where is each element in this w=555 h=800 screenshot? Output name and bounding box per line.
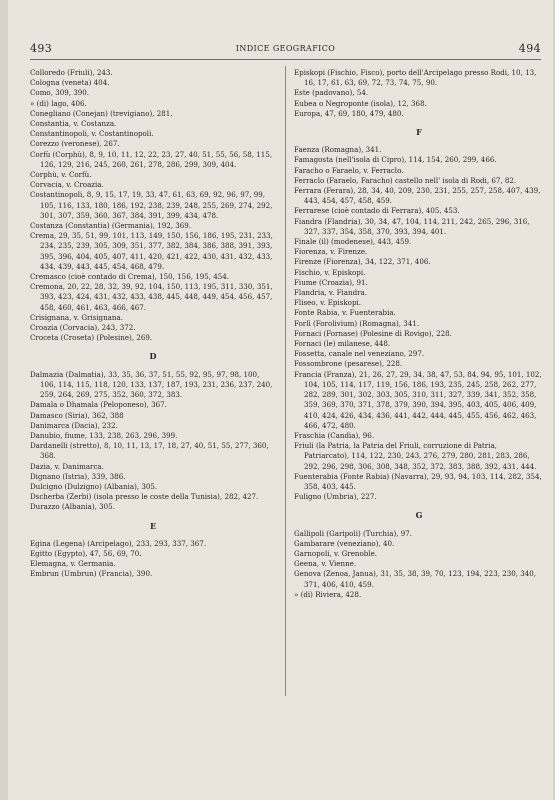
index-entry: Fischio, v. Episkopi. (294, 267, 366, 277)
index-entry: Europa, 47, 69, 180, 479, 480. (294, 108, 404, 118)
index-entry: Fossombrone (pesarese), 228. (294, 359, 403, 369)
index-entry: Croazia (Corvacia), 243, 372. (30, 323, 136, 333)
running-header (30, 44, 541, 58)
index-entry: Corphù, v. Corfù. (30, 170, 92, 180)
index-entry: » (di) lago, 406. (30, 98, 87, 108)
section-letter: E (149, 520, 157, 531)
index-entry: Durazzo (Albania), 305. (30, 502, 115, 512)
index-entry: Fraschia (Candia), 96. (294, 430, 375, 440)
page-title: INDICE GEOGRAFICO (235, 44, 336, 53)
index-entry: Fliseo, v. Episkopi. (294, 298, 362, 308)
index-entry: Cremona, 20, 22, 28, 32, 39, 92, 104, 150, 113, 195, 311, 330, 351, 393, 423, 424, 431, 432, 433, 438, 445, 448, 449, 454, 456, 457, 458, 460, 461, 463, 466, 467. (30, 282, 273, 312)
index-entry: Cologna (veneta) 404. (30, 78, 110, 88)
index-entry: Finale (il) (modenese), 443, 459. (294, 237, 412, 247)
index-entry: Episkopi (Fischio, Fisco), porto dell'Arcipelago presso Rodi, 10, 13, 16, 17, 61, 63, 69, 72, 73, 74, 75, 90. (294, 68, 537, 88)
index-entry: Francia (Franza), 21, 26, 27, 29, 34, 38, 47, 53, 84, 94, 95, 101, 102, 104, 105, 114, 117, 119, 156, 186, 193, 235, 245, 258, 262, 277, 282, 289, 301, 302, 303, 305, 310, 311, 327, 339, 341, 352, 358, 359, 369, 370, 371, 378, 379, 390, 394, 395, 403, 405, 406, 409, 410, 424, 426, 434, 436, 441, 442, 444, 445, 455, 456, 462, 463, 466, 472, 480. (294, 369, 542, 430)
index-entry: Faenza (Romagna), 341. (294, 145, 382, 155)
index-entry: Constantinopoli, v. Costantinopoli. (30, 129, 154, 139)
index-entry: Dalmazia (Dalmatia), 33, 35, 36, 37, 51, 55, 92, 95, 97, 98, 100, 106, 114, 115, 118, 120, 133, 137, 187, 193, 231, 236, 237, 240, 259, 264, 269, 275, 352, 360, 372, 383. (30, 369, 273, 400)
index-entry: Este (padovano), 54. (294, 88, 369, 98)
index-column-right (294, 68, 544, 600)
index-entry: Colloredo (Friuli), 243. (30, 68, 113, 77)
index-entry: Dscherba (Zerbi) (isola presso le coste della Tunisia), 282, 427. (30, 492, 259, 502)
index-entry: Embrun (Umbrun) (Francia), 390. (30, 569, 153, 579)
index-entry: Dignano (Istria), 339, 386. (30, 471, 126, 481)
index-entry: Costanza (Constantia) (Germania), 192, 369. (30, 221, 192, 231)
index-entry: Faracho o Faraelo, v. Ferraclo. (294, 165, 404, 175)
index-entry: Danubio, fiume, 133, 238, 263, 296, 399. (30, 430, 178, 440)
index-entry: Flandria, v. Fiandra. (294, 288, 368, 298)
index-entry: Damala o Dhamala (Peloponeso), 367. (30, 400, 167, 410)
page-number-right: 494 (518, 42, 541, 55)
index-entry: Costantinopoli, 8, 9, 15, 17, 19, 33, 47, 61, 63, 69, 92, 96, 97, 99, 105, 116, 133, 180, 186, 192, 238, 239, 248, 255, 269, 274, 292, 301, 307, 359, 360, 367, 384, 391, 399, 434, 478. (30, 190, 273, 220)
index-entry: Famagosta (nell'isola di Cipro), 114, 154, 260, 299, 466. (294, 155, 497, 165)
page-number-left: 493 (30, 42, 53, 55)
index-entry: Dardanelli (stretto), 8, 10, 11, 13, 17, 18, 27, 40, 51, 55, 277, 360, 368. (30, 441, 269, 461)
index-entry: Fossetta, canale nel veneziano, 297. (294, 349, 425, 359)
index-entry: Elemagna, v. Germania. (30, 559, 116, 569)
column-divider (285, 66, 286, 696)
index-entry: Friuli (la Patria, la Patria del Friuli, corruzione di Patria, Patriarcato), 114, 122, 230, 243, 276, 279, 280, 281, 283, 286, 292, 296, 298, 306, 308, 348, 352, 372, 383, 388, 392, 431, 444. (294, 441, 537, 471)
index-entry: Fiume (Croazia), 91. (294, 277, 368, 287)
index-entry: Fornaci (Fornase) (Polesine di Rovigo), 228. (294, 328, 452, 338)
index-entry: Egina (Legena) (Arcipelago), 233, 293, 337, 367. (30, 538, 207, 548)
index-entry: Corfù (Corphù), 8, 9, 10, 11, 12, 22, 23, 27, 40, 51, 55, 56, 58, 115, 126, 129, 216, 245, 260, 261, 278, 286, 299, 309, 404. (30, 149, 273, 169)
index-entry: Ferraclo (Faraelo, Faracho) castello nell' isola di Rodi, 67, 82. (294, 175, 517, 185)
index-entry: Dazia, v. Danimarca. (30, 461, 104, 471)
index-entry: Crisignana, v. Grisignana. (30, 312, 123, 322)
index-entry: Corezzo (veronese), 267. (30, 139, 120, 149)
index-entry: Corvacia, v. Croazia. (30, 180, 104, 190)
index-entry: Egitto (Egypto), 47, 56, 69, 70. (30, 548, 142, 558)
index-entry: Conegliano (Conejan) (trevigiano), 281. (30, 108, 173, 118)
index-entry: Fuligno (Umbria), 227. (294, 492, 377, 502)
index-column-left (30, 68, 276, 580)
section-letter: G (415, 510, 423, 521)
section-letter: D (149, 351, 157, 362)
index-entry: Danimarca (Dacia), 232. (30, 420, 118, 430)
section-letter: F (416, 127, 422, 138)
index-entry: Forlì (Forolivium) (Romagna), 341. (294, 318, 420, 328)
index-entry: Ferrarese (cioè contado di Ferrara), 405, 453. (294, 206, 460, 216)
index-entry: Como, 309, 390. (30, 88, 90, 98)
index-entry: Constantia, v. Costanza. (30, 119, 117, 129)
book-page (8, 0, 553, 800)
index-entry: Croceta (Croseta) (Polesine), 269. (30, 333, 153, 343)
index-entry: Firenze (Fiorenza), 34, 122, 371, 406. (294, 257, 431, 267)
index-entry: Garnopoli, v. Grenoble. (294, 548, 378, 558)
index-entry: Fiorenza, v. Firenze. (294, 247, 368, 257)
index-entry: Fuenterabia (Fonte Rabia) (Navarra), 29, 93, 94, 103, 114, 282, 354, 358, 403, 445. (294, 471, 542, 491)
index-entry: Crema, 29, 35, 51, 99, 101, 113, 149, 150, 156, 186, 195, 231, 233, 234, 235, 239, 305, 309, 351, 377, 382, 384, 386, 388, 391, 393, 395, 396, 404, 405, 407, 411, 420, 421, 422, 430, 431, 432, 433, 434, 439, 443, 445, 454, 468, 479. (30, 231, 273, 271)
index-entry: Gallipoli (Garipoli) (Turchia), 97. (294, 528, 413, 538)
index-entry: Ferrara (Ferara), 28, 34, 40, 209, 230, 231, 255, 257, 258, 407, 439, 443, 454, 457, 458, 459. (294, 186, 541, 206)
index-entry: Damasco (Siria), 362, 388 (30, 410, 124, 420)
index-entry: Gambarare (veneziano), 40. (294, 538, 395, 548)
index-entry: Genova (Zenoa, Janua), 31, 35, 38, 39, 70, 123, 194, 223, 230, 340, 371, 406, 410, 459. (294, 569, 537, 589)
index-entry: Fonte Rabia, v. Fuenterabia. (294, 308, 396, 318)
index-entry: Fornaci (le) milanese, 448. (294, 339, 391, 349)
index-entry: Cremasco (cioè contado di Crema), 150, 156, 195, 454. (30, 272, 230, 282)
index-entry: » (di) Riviera, 428. (294, 589, 362, 599)
index-entry: Geena, v. Vienne. (294, 559, 357, 569)
header-rule (30, 59, 541, 60)
index-entry: Eubea o Negroponte (isola), 12, 368. (294, 98, 427, 108)
index-entry: Fiandra (Flandria), 30, 34, 47, 104, 114, 211, 242, 265, 296, 316, 327, 337, 354, 358, 370, 393, 394, 401. (294, 216, 530, 236)
index-entry: Dulcigno (Dulzigno) (Albania), 305. (30, 481, 158, 491)
